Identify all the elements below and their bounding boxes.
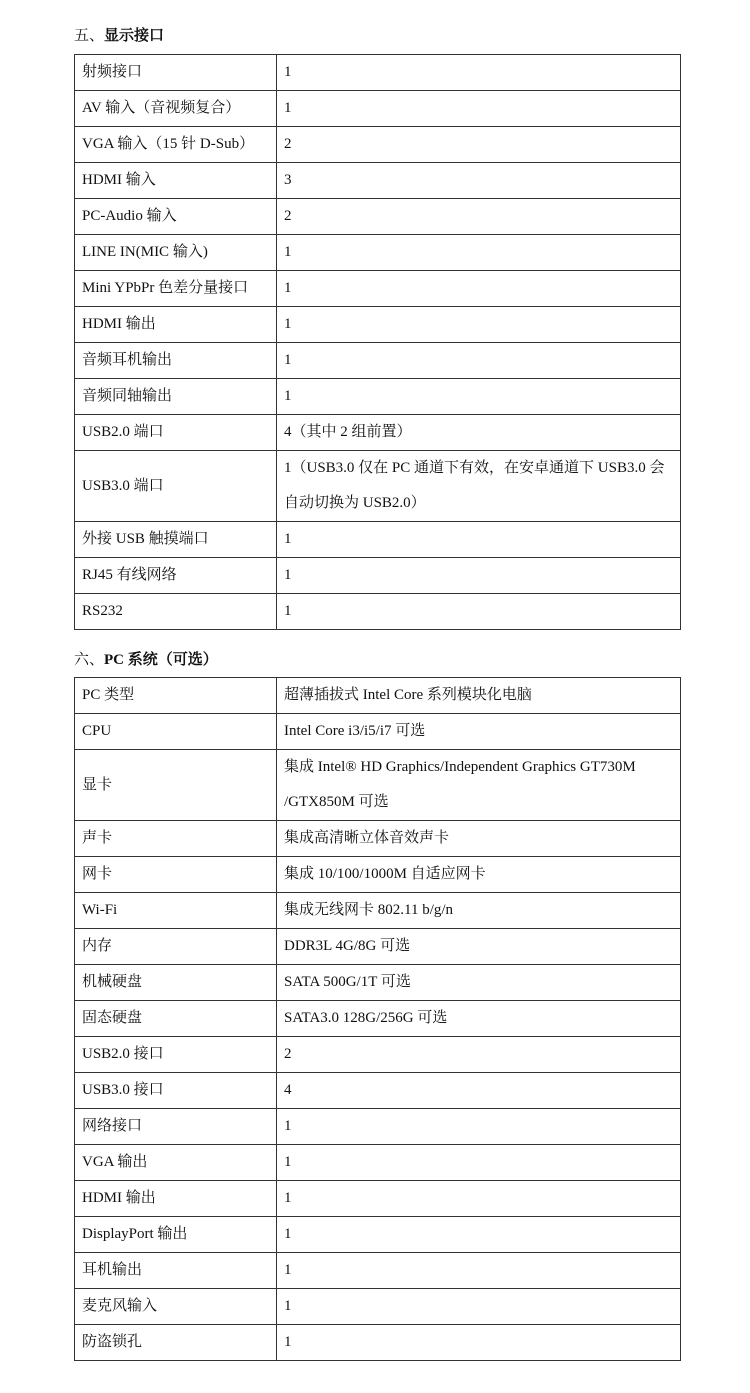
table-row [75,199,681,235]
spec-value: 集成 10/100/1000M 自适应网卡 [277,857,681,893]
spec-value: 1 [277,1217,681,1253]
spec-label: 射频接口 [75,55,277,91]
table-row [75,1145,681,1181]
spec-label: AV 输入（音视频复合） [75,91,277,127]
spec-value: 1 [277,343,681,379]
table-row [75,91,681,127]
table-row [75,415,681,451]
spec-value: 1 [277,558,681,594]
spec-label: LINE IN(MIC 输入) [75,235,277,271]
table-row [75,821,681,857]
spec-label: HDMI 输出 [75,307,277,343]
table-row [75,1073,681,1109]
table-row [75,1037,681,1073]
spec-value: 4（其中 2 组前置） [277,415,681,451]
spec-value: SATA3.0 128G/256G 可选 [277,1001,681,1037]
table-row [75,451,681,522]
spec-value: 2 [277,199,681,235]
table-row [75,379,681,415]
spec-label: 音频耳机输出 [75,343,277,379]
section-title: PC 系统（可选） [104,652,218,668]
spec-label: CPU [75,714,277,750]
spec-label: 耳机输出 [75,1253,277,1289]
spec-value: 1 [277,1145,681,1181]
spec-label: USB3.0 接口 [75,1073,277,1109]
table-row [75,558,681,594]
spec-label: 防盗锁孔 [75,1325,277,1361]
spec-value: 2 [277,1037,681,1073]
table-row [75,893,681,929]
table-row [75,857,681,893]
spec-value: 集成高清晰立体音效声卡 [277,821,681,857]
spec-label: 内存 [75,929,277,965]
spec-label: 声卡 [75,821,277,857]
spec-value: 3 [277,163,681,199]
spec-value: 1 [277,55,681,91]
spec-value: 集成 Intel® HD Graphics/Independent Graphics GT730M /GTX850M 可选 [277,750,681,821]
table-row [75,343,681,379]
spec-value: 1 [277,1253,681,1289]
table-row [75,235,681,271]
section-heading-pc-system [74,650,218,670]
table-row [75,55,681,91]
spec-label: USB2.0 端口 [75,415,277,451]
spec-label: 网卡 [75,857,277,893]
table-row [75,714,681,750]
spec-label: PC-Audio 输入 [75,199,277,235]
spec-label: 外接 USB 触摸端口 [75,522,277,558]
table-row [75,271,681,307]
spec-value: 集成无线网卡 802.11 b/g/n [277,893,681,929]
spec-label: VGA 输入（15 针 D-Sub） [75,127,277,163]
spec-label: 固态硬盘 [75,1001,277,1037]
table-row [75,1181,681,1217]
spec-label: HDMI 输入 [75,163,277,199]
table-row [75,1325,681,1361]
spec-label: 网络接口 [75,1109,277,1145]
section-number: 五、 [74,28,105,44]
table-row [75,522,681,558]
spec-label: VGA 输出 [75,1145,277,1181]
table-row [75,594,681,630]
table-row [75,750,681,821]
section-title: 显示接口 [104,28,165,44]
spec-value: 1 [277,594,681,630]
table-row [75,1001,681,1037]
table-row [75,678,681,714]
spec-label: 音频同轴输出 [75,379,277,415]
table-row [75,1109,681,1145]
table-row [75,307,681,343]
spec-label: 机械硬盘 [75,965,277,1001]
spec-label: USB3.0 端口 [75,451,277,522]
spec-value: SATA 500G/1T 可选 [277,965,681,1001]
spec-label: RJ45 有线网络 [75,558,277,594]
table-row [75,929,681,965]
spec-value: 1 [277,271,681,307]
spec-value: 1 [277,522,681,558]
spec-label: HDMI 输出 [75,1181,277,1217]
table-row [75,127,681,163]
spec-value: 1 [277,1109,681,1145]
spec-label: USB2.0 接口 [75,1037,277,1073]
display-interfaces-table [74,54,681,630]
spec-label: 显卡 [75,750,277,821]
spec-value: 1（USB3.0 仅在 PC 通道下有效，在安卓通道下 USB3.0 会自动切换为 USB2.0） [277,451,681,522]
table-row [75,1289,681,1325]
spec-value: 1 [277,1289,681,1325]
spec-label: Wi-Fi [75,893,277,929]
spec-value: 1 [277,235,681,271]
table-row [75,1217,681,1253]
table-row [75,163,681,199]
spec-label: RS232 [75,594,277,630]
spec-value: Intel Core i3/i5/i7 可选 [277,714,681,750]
spec-value: 1 [277,1181,681,1217]
spec-label: Mini YPbPr 色差分量接口 [75,271,277,307]
section-heading-display-interfaces [74,26,164,46]
section-number: 六、 [74,652,105,668]
spec-label: PC 类型 [75,678,277,714]
spec-value: 1 [277,307,681,343]
spec-value: 1 [277,91,681,127]
spec-value: 4 [277,1073,681,1109]
spec-label: 麦克风输入 [75,1289,277,1325]
table-row [75,1253,681,1289]
spec-value: 2 [277,127,681,163]
table-row [75,965,681,1001]
spec-value: DDR3L 4G/8G 可选 [277,929,681,965]
pc-system-table [74,677,681,1361]
spec-value: 1 [277,379,681,415]
spec-value: 1 [277,1325,681,1361]
spec-value: 超薄插拔式 Intel Core 系列模块化电脑 [277,678,681,714]
spec-label: DisplayPort 输出 [75,1217,277,1253]
